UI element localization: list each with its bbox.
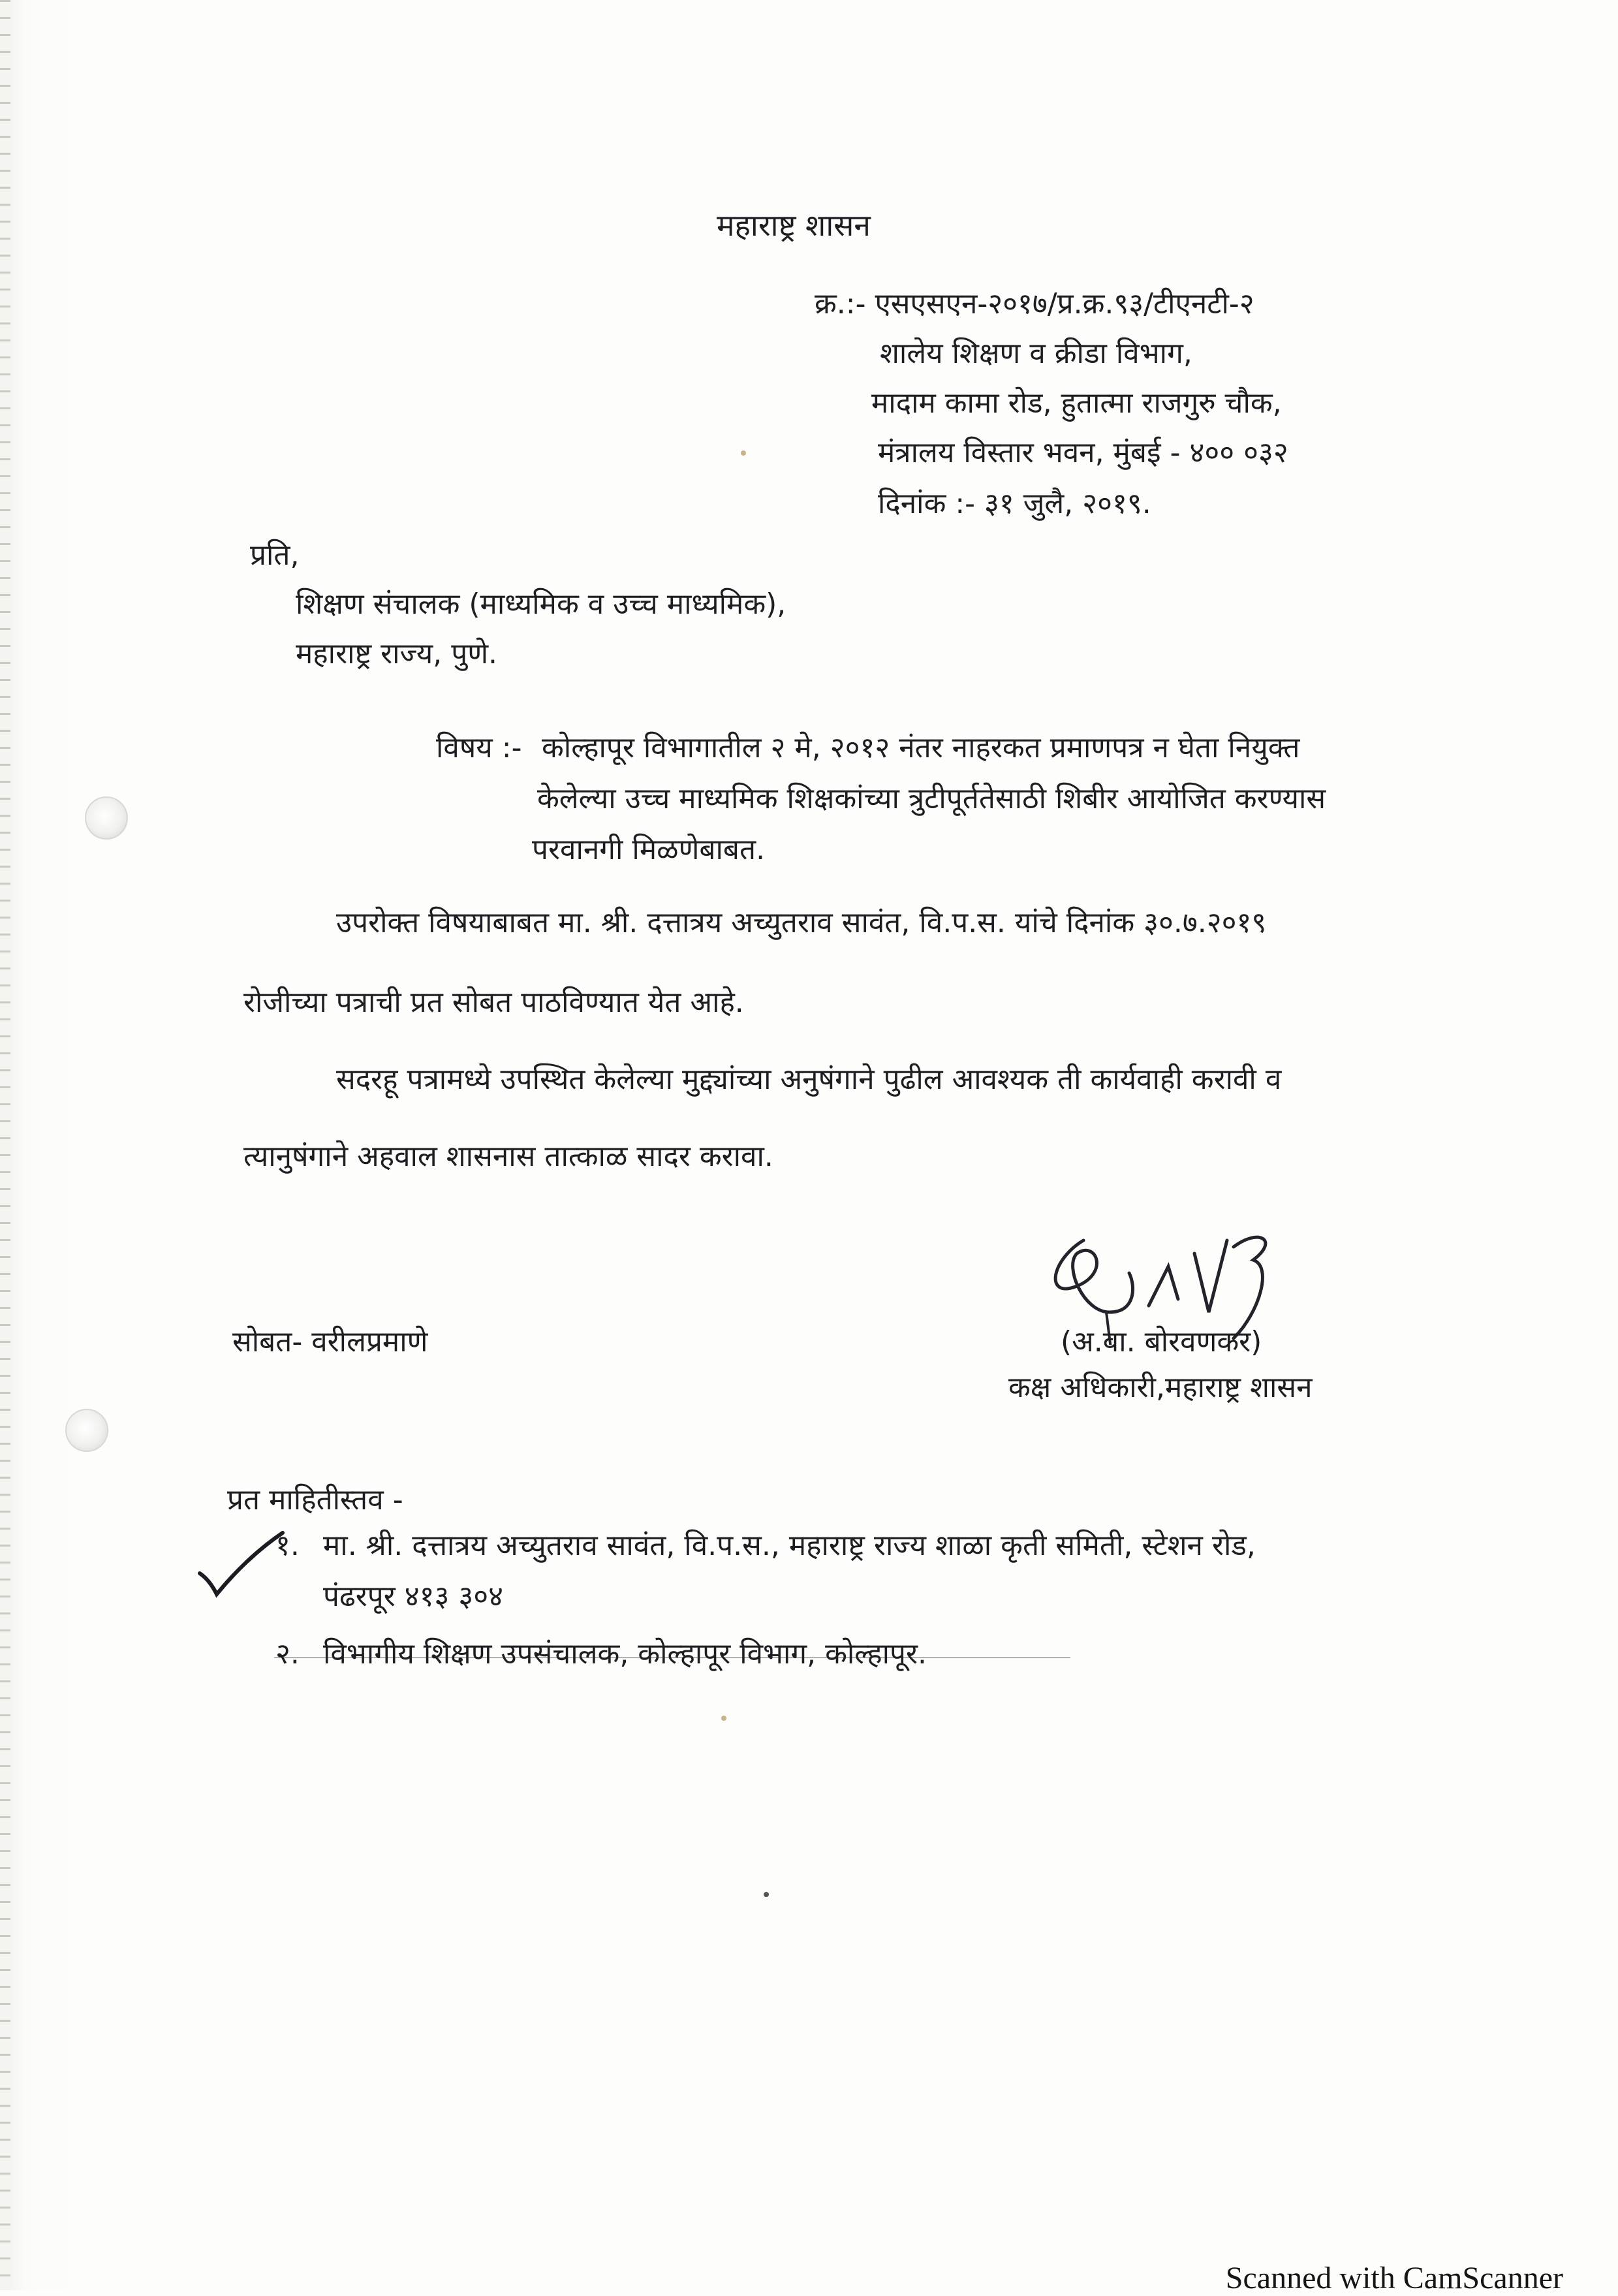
body-paragraph-2-line-1: सदरहू पत्रामध्ये उपस्थित केलेल्या मुद्द्यांच्या अनुषंगाने पुढील आवश्यक ती कार्यवाही करावी व <box>336 1063 1282 1096</box>
body-paragraph-1-line-1: उपरोक्त विषयाबाबत मा. श्री. दत्तात्रय अच्युतराव सावंत, वि.प.स. यांचे दिनांक ३०.७.२०१९ <box>336 906 1267 939</box>
copy-item-2-number: २. <box>275 1637 300 1671</box>
copy-item-1-number: १. <box>275 1529 300 1562</box>
subject-line-2: केलेल्या उच्च माध्यमिक शिक्षकांच्या त्रुटीपूर्ततेसाठी शिबीर आयोजित करण्यास <box>537 782 1326 815</box>
subject-line-1: कोल्हापूर विभागातील २ मे, २०१२ नंतर नाहरकत प्रमाणपत्र न घेता नियुक्त <box>542 731 1300 764</box>
copy-item-1-line-1: मा. श्री. दत्तात्रय अच्युतराव सावंत, वि.प.स., महाराष्ट्र राज्य शाळा कृती समिती, स्टेशन रोड, <box>323 1529 1256 1562</box>
address-line-2: मादाम कामा रोड, हुतात्मा राजगुरु चौक, <box>871 386 1282 420</box>
recipient-line-1: शिक्षण संचालक (माध्यमिक व उच्च माध्यमिक), <box>296 588 786 621</box>
copy-item-2-line-1: विभागीय शिक्षण उपसंचालक, कोल्हापूर विभाग, कोल्हापूर. <box>323 1637 927 1671</box>
address-line-3: मंत्रालय विस्तार भवन, मुंबई - ४०० ०३२ <box>878 436 1288 469</box>
paper-speck <box>721 1716 726 1721</box>
punch-hole-bottom <box>65 1409 108 1452</box>
paper-speck <box>741 450 746 456</box>
letter-title: महाराष्ट्र शासन <box>717 208 871 243</box>
subject-line-3: परवानगी मिळणेबाबत. <box>532 833 766 866</box>
punch-hole-top <box>85 796 128 840</box>
copies-heading: प्रत माहितीस्तव - <box>227 1483 403 1517</box>
body-paragraph-2-line-2: त्यानुषंगाने अहवाल शासनास तात्काळ सादर करावा. <box>243 1140 773 1173</box>
signatory-designation: कक्ष अधिकारी,महाराष्ट्र शासन <box>1008 1371 1313 1404</box>
subject-label: विषय :- <box>436 731 522 764</box>
binder-edge <box>0 0 10 2290</box>
signatory-name: (अ.वा. बोरवणकर) <box>1061 1325 1262 1359</box>
letter-date: दिनांक :- ३१ जुलै, २०१९. <box>878 487 1151 520</box>
copy-item-1-line-2: पंढरपूर ४१३ ३०४ <box>323 1580 504 1613</box>
copy-item-2-strike-line <box>274 1657 1070 1658</box>
checkmark-icon <box>194 1528 286 1599</box>
scanner-footer: Scanned with CamScanner <box>1225 2261 1563 2295</box>
reference-number: क्र.:- एसएसएन-२०१७/प्र.क्र.९३/टीएनटी-२ <box>815 287 1254 321</box>
enclosure-note: सोबत- वरीलप्रमाणे <box>232 1325 428 1359</box>
body-paragraph-1-line-2: रोजीच्या पत्राची प्रत सोबत पाठविण्यात येत आहे. <box>243 986 744 1019</box>
address-line-1: शालेय शिक्षण व क्रीडा विभाग, <box>880 337 1192 370</box>
paper-speck <box>764 1892 769 1897</box>
recipient-line-2: महाराष्ट्र राज्य, पुणे. <box>296 637 497 670</box>
recipient-prefix: प्रति, <box>250 539 300 572</box>
